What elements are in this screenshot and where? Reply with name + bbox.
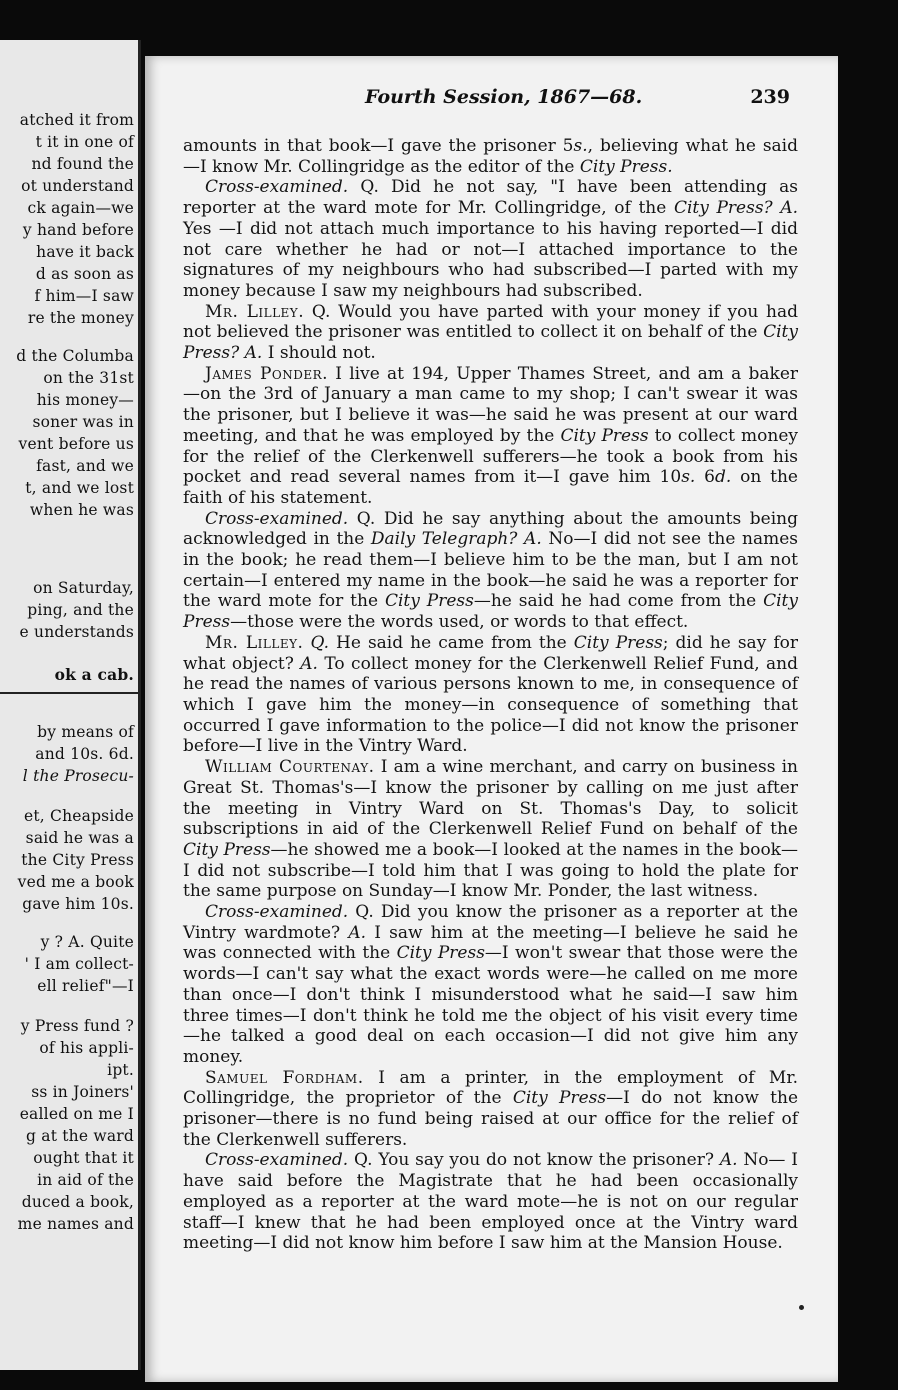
left-page-line: atched it from [19,111,134,129]
left-page-line: nd found the [31,155,134,173]
text-run: Yes —I did not attach much importance to his having reported—I did not care whether he had or not—I attached importance to the signatures of my neighbours who had subscribed—I parted with my money because I saw my neighbours had subscribed. [183,218,798,301]
left-page-line: on the 31st [43,369,134,387]
speaker-name: Samuel Fordham. [205,1067,364,1088]
italic-text: A. [780,198,798,219]
testimony-paragraph [183,509,798,633]
text-run: ; did he say for what object? [183,632,798,674]
testimony-paragraph [183,136,798,177]
ink-dot [799,1305,804,1310]
italic-text: Daily Telegraph? [370,529,518,550]
testimony-paragraph [183,302,798,364]
text-run: I am a printer, in the employment of Mr. Collingridge, the proprietor of the [183,1067,798,1109]
italic-text: City Press [512,1088,607,1109]
left-page-line: et, Cheapside [23,807,134,825]
text-run: —those were the words used, or words to that effect. [230,612,689,633]
page-header [145,86,838,114]
italic-text: City Press [573,632,663,653]
text-run: —I won't swear that those were the words—I can't say what the exact words were—he called on me more than once—I don't think I misunderstood what he said—I saw him three times—I don't think he told me the object of his visit every time—he talked a good deal on each occasion—I did not give him any money. [183,943,798,1067]
left-page-line: t it in one of [35,133,134,151]
italic-text: City Press [183,591,798,633]
testimony-paragraph [183,633,798,757]
left-page-line: ok a cab. [54,665,134,684]
page-number: 239 [750,86,790,108]
italic-text: Cross-examined. [205,508,349,529]
right-page [145,56,838,1382]
left-page-line: ealled on me I [19,1105,134,1123]
speaker-name: William Courtenay. [205,757,375,778]
text-run: I am a wine merchant, and carry on business in Great St. Thomas's—I know the prisoner by calling on me just after the meeting in Vintry Ward on St. Thomas's Day, to solicit subscriptions in aid of the Clerkenwell Relief Fund on behalf of the [183,757,798,840]
left-page-line: me names and [17,1215,134,1233]
text-run: To collect money for the Clerkenwell Relief Fund, and he read the names of various persons known to me, in consequence of which I gave him the money—in consequence of something that occurred I gave information to the police—I did not know the prisoner before—I live in the Vintry Ward. [183,653,798,757]
left-page-line: ipt. [107,1061,134,1079]
left-page-line: re the money [27,309,134,327]
left-page-line: ck again—we [27,199,134,217]
left-page-line: vent before us [18,435,134,453]
text-run: —he showed me a book—I looked at the names in the book—I did not subscribe—I told him that I was going to hold the plate for the same purpose on Sunday—I know Mr. Ponder, the last witness. [183,839,798,902]
text-run: Q. Did he not say, "I have been attending as reporter at the ward mote for Mr. Collingridge, of the [183,177,798,219]
italic-text: City Press [560,425,649,446]
italic-text: A. [300,653,318,674]
text-run: No— I have said before the Magistrate that he had been occasionally employed as a reporter at the ward mote—he is not on our regular staff—I knew that he had been employed once at the Vintry ward meeting—I did not know him before I saw him at the Mansion House. [183,1150,798,1254]
left-page-line: ot understand [21,177,134,195]
left-page-line: f him—I saw [34,287,134,305]
left-page-line: g at the ward [26,1127,134,1145]
italic-text: City Press [384,591,474,612]
testimony-paragraph [183,364,798,509]
text-run: on the faith of his statement. [183,467,798,508]
left-page-line: when he was [29,501,134,519]
left-page-line: his money— [36,391,134,409]
testimony-paragraph [183,902,798,1068]
left-page-line: and 10s. 6d. [35,745,134,763]
text-run: 6 [695,467,715,488]
left-page-line: y ? A. Quite [40,933,134,951]
left-page-line: ' I am collect- [24,955,134,973]
left-page-line: ss in Joiners' [31,1083,134,1101]
left-page-line: soner was in [32,413,134,431]
left-page-line: duced a book, [21,1193,134,1211]
left-page-line: ell relief"—I [37,977,134,995]
left-page-line: l the Prosecu- [22,767,134,785]
text-run: I live at 194, Upper Thames Street, and am a baker —on the 3rd of January a man came to my shop; I can't swear it was the prisoner, but I believe it was—he said he was present at our ward meeting, and that he was employed by the [183,363,799,446]
italic-text: s. [681,467,696,488]
text-run: amounts in that book—I gave the prisoner 5 [183,136,574,156]
text-run: , believing what he said—I know Mr. Collingridge as the editor of the [183,136,798,177]
running-head: Fourth Session, 1867—68. [365,86,643,108]
italic-text: Cross-examined. [205,1150,349,1171]
left-page-line: e understands [19,623,134,641]
text-run: Q. Did you know the prisoner as a reporter at the Vintry wardmote? [183,902,798,943]
italic-text: d. [715,467,732,488]
italic-text: A. [524,529,542,550]
left-page-line: gave him 10s. [22,895,134,913]
left-page-line: by means of [37,723,134,741]
left-page-fragment [0,40,141,1370]
text-run: —he said he had come from the [473,591,764,612]
italic-text: Q. [310,632,329,653]
italic-text: City Press. [579,156,673,177]
text-run: He said he came from the [328,632,574,653]
left-page-line: t, and we lost [25,479,134,497]
italic-text: City Press? [673,198,773,219]
text-run: Q. Would you have parted with your money if you had not believed the prisoner was entitled to collect it on behalf of the [183,301,798,343]
left-page-line: in aid of the [37,1171,134,1189]
left-page-line: on Saturday, [33,579,134,597]
left-page-line: ought that it [33,1149,134,1167]
text-run: I should not. [262,343,376,364]
left-page-line: fast, and we [36,457,134,475]
left-page-line: ved me a book [17,873,134,891]
left-page-rule [0,692,138,694]
text-run: Q. You say you do not know the prisoner? [348,1150,720,1171]
italic-text: City Press [396,943,485,964]
italic-text: A. [244,343,263,364]
italic-text: Cross-examined. [205,902,349,923]
text-run: I saw him at the meeting—I believe he said he was connected with the [183,922,798,964]
left-page-line: y Press fund ? [20,1017,134,1035]
italic-text: City Press? [183,322,798,364]
italic-text: A. [348,922,367,943]
left-page-line: said he was a [25,829,134,847]
text-run: No—I did not see the names in the book; he read them—I believe him to be the man, but I am not certain—I entered my name in the book—he said he was a reporter for the ward mote for the [183,529,799,612]
left-page-line: ping, and the [27,601,134,619]
speaker-name: Mr. Lilley. [205,632,304,653]
italic-text: City Press [183,839,271,860]
testimony-paragraph [183,757,798,902]
testimony-paragraph [183,1150,798,1254]
left-page-line: of his appli- [39,1039,134,1057]
body-text [183,136,798,1254]
speaker-name: Mr. Lilley. [205,301,305,322]
left-page-line: y hand before [22,221,134,239]
left-page-line: d the Columba [16,347,134,365]
left-page-line: d as soon as [35,265,134,283]
left-page-line: have it back [36,243,134,261]
text-run: Q. Did he say anything about the amounts being acknowledged in the [183,508,798,550]
left-page-line: the City Press [21,851,134,869]
italic-text: s. [573,136,588,156]
testimony-paragraph [183,1068,798,1151]
speaker-name: James Ponder. [205,363,329,384]
text-run: —I do not know the prisoner—there is no fund being raised at our office for the relief of the Clerkenwell sufferers. [183,1088,799,1150]
italic-text: A. [719,1150,738,1171]
testimony-paragraph [183,177,798,301]
italic-text: Cross-examined. [205,177,349,198]
text-run: to collect money for the relief of the Clerkenwell sufferers—he took a book from his pocket and read several names from it—I gave him 10 [183,425,798,488]
